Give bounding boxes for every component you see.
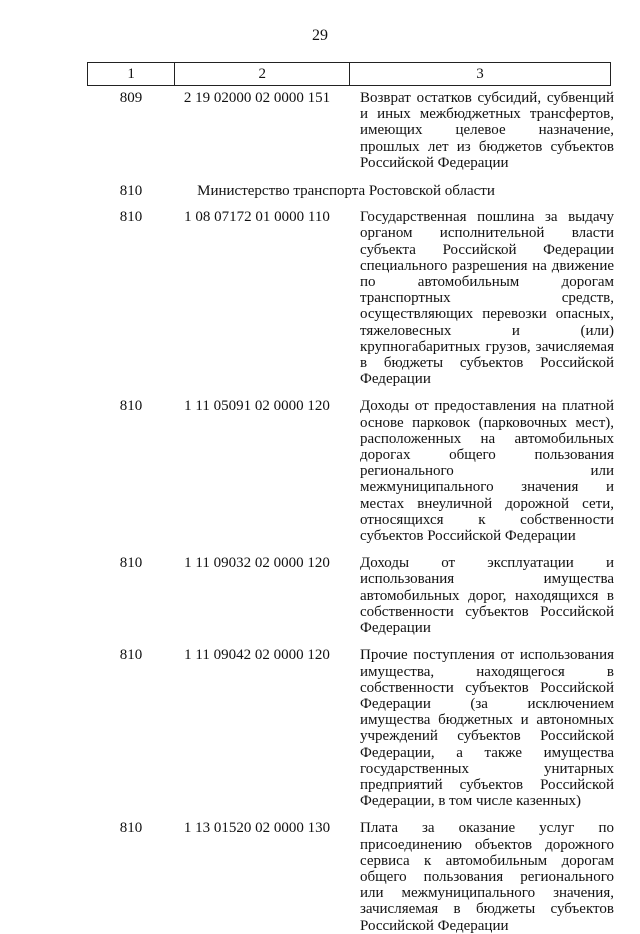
admin-code: 810 [119, 209, 143, 226]
ministry-row [0, 183, 640, 199]
column-header-table [87, 62, 611, 86]
description: Плата за оказание услуг по присоединению объектов дорожного сервиса к автомобильным дорогам общего пользования регионального или межмуниципального значения, зачисляемая в бюджеты субъектов Российской Федерации [360, 820, 614, 934]
table-row [0, 90, 640, 171]
column-header-row [88, 63, 611, 86]
admin-code: 810 [119, 647, 143, 664]
page-number: 29 [312, 27, 328, 44]
admin-code: 810 [119, 183, 143, 200]
column-header-2: 2 [175, 63, 350, 86]
budget-code: 1 11 05091 02 0000 120 [184, 398, 330, 415]
admin-code: 810 [119, 398, 143, 415]
budget-code: 1 11 09032 02 0000 120 [184, 555, 330, 572]
budget-code: 1 13 01520 02 0000 130 [183, 820, 331, 837]
table-body [0, 90, 640, 934]
table-row [0, 647, 640, 809]
table-row [0, 398, 640, 544]
description: Возврат остатков субсидий, субвенций и иных межбюджетных трансфертов, имеющих целевое назначение, прошлых лет из бюджетов субъектов Российской Федерации [360, 90, 614, 171]
column-header-3: 3 [350, 63, 611, 86]
ministry-title: Министерство транспорта Ростовской области [197, 183, 495, 200]
table-row [0, 555, 640, 636]
table-row [0, 209, 640, 387]
budget-code: 1 08 07172 01 0000 110 [184, 209, 330, 226]
budget-code: 1 11 09042 02 0000 120 [184, 647, 330, 664]
description: Прочие поступления от использования имущества, находящегося в собственности субъектов Российской Федерации (за исключением имущества бюджетных и автономных учреждений субъектов Российской Федерации, а также имущества государственных унитарных предприятий субъектов Российской Федерации, в том числе казенных) [360, 647, 614, 810]
description: Государственная пошлина за выдачу органом исполнительной власти субъекта Российской Федерации специального разрешения на движение по автомобильным дорогам транспортных средств, осуществляющих перевозки опасных, тяжеловесных и (или) крупногабаритных грузов, зачисляемая в бюджеты субъектов Российской Федерации [360, 209, 614, 388]
budget-code: 2 19 02000 02 0000 151 [183, 90, 331, 106]
column-header-1: 1 [88, 63, 175, 86]
table-row [0, 820, 640, 933]
admin-code: 810 [119, 555, 143, 572]
description: Доходы от предоставления на платной основе парковок (парковочных мест), расположенных на автомобильных дорогах общего пользования регионального или межмуниципального значения и местах внеуличной дорожной сети, относящихся к собственности субъектов Российской Федерации [360, 398, 614, 545]
description: Доходы от эксплуатации и использования имущества автомобильных дорог, находящихся в собственности субъектов Российской Федерации [360, 555, 614, 637]
admin-code: 810 [119, 820, 143, 837]
admin-code: 809 [119, 90, 143, 106]
